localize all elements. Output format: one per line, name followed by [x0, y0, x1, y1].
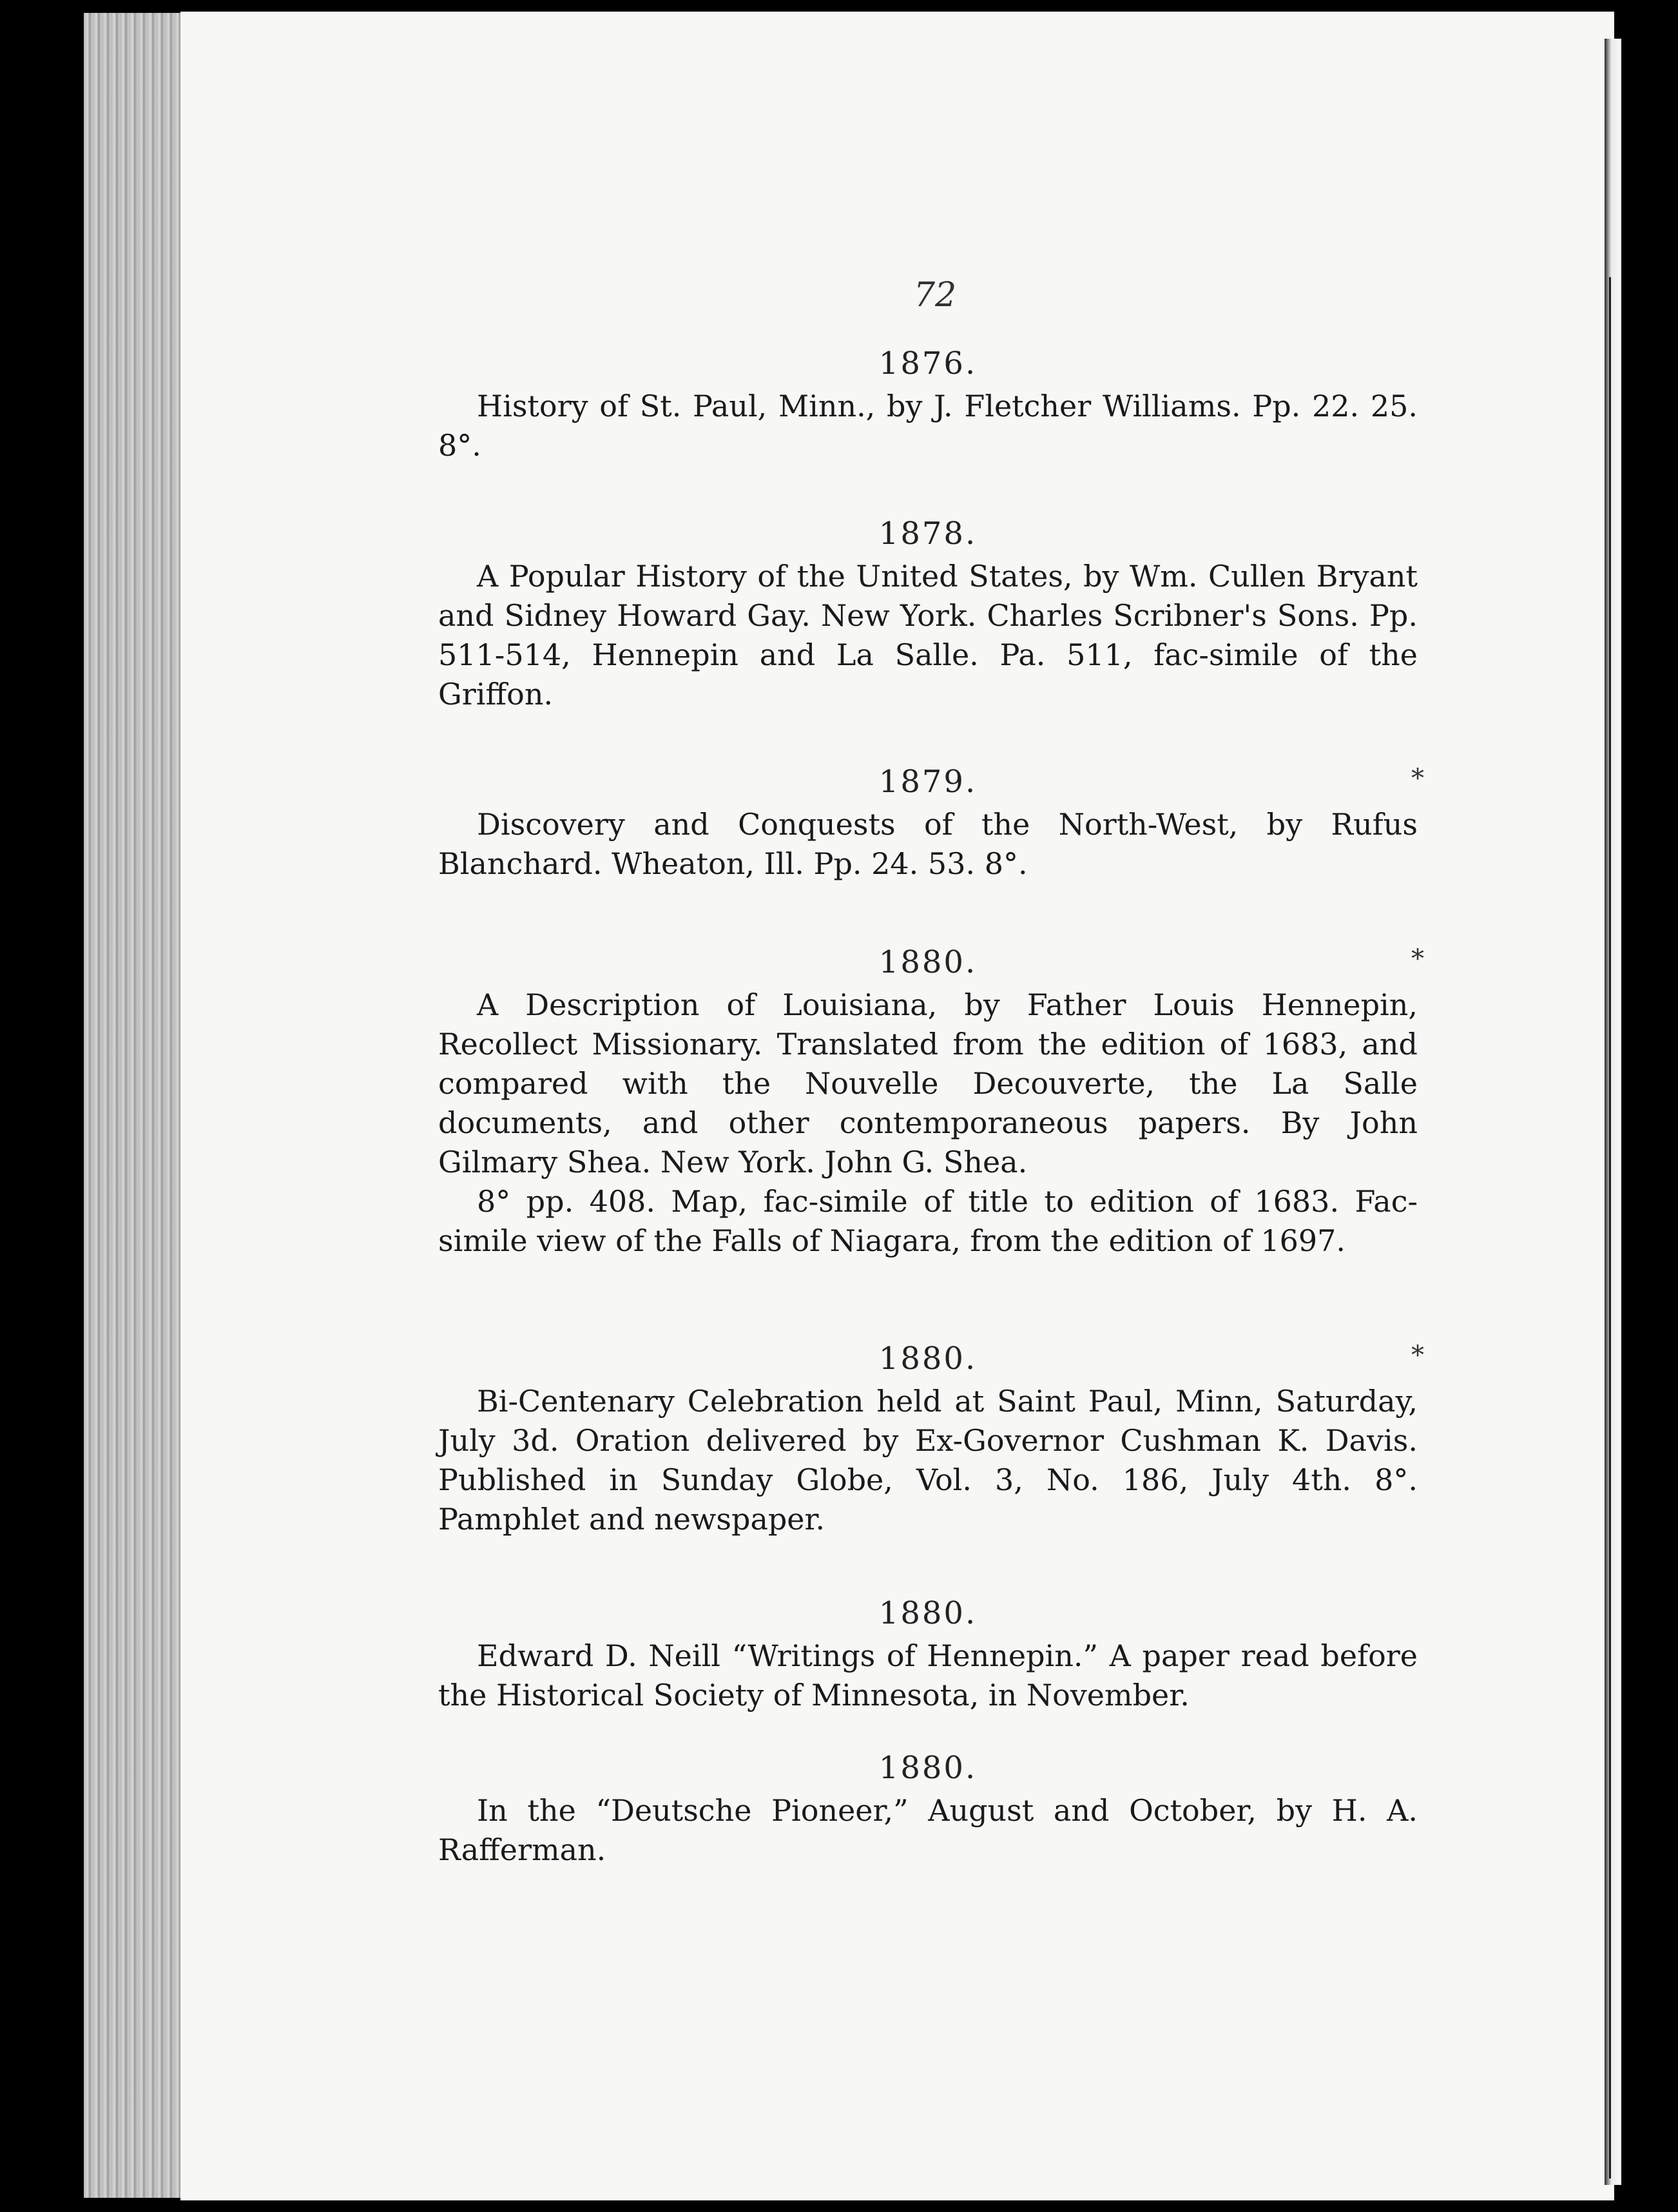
entry-text: In the “Deutsche Pioneer,” August and October, by H. A. Rafferman. [438, 1793, 1418, 1867]
entry-text: Bi-Centenary Celebration held at Saint Paul, Minn, Saturday, July 3d. Oration delivered by Ex-Governor Cushman K. Davis. Published in Sunday Globe, Vol. 3, No. 186, July 4th. 8°. Pamphlet and newspaper. [438, 1384, 1418, 1537]
entry-text: A Popular History of the United States, by Wm. Cullen Bryant and Sidney Howard Gay. New York. Charles Scribner's Sons. Pp. 511-514, Hennepin and La Salle. Pa. 511, fac-simile of the Griffon. [438, 559, 1418, 712]
entry-text: History of St. Paul, Minn., by J. Fletcher Williams. Pp. 22. 25. 8°. [438, 389, 1418, 463]
asterisk-marker: * [1411, 764, 1424, 793]
bibliography-entry [438, 944, 1424, 1261]
bibliography-entry [438, 345, 1418, 465]
book-page-edges [84, 13, 187, 2198]
entry-year: 1880. [878, 944, 978, 980]
bibliography-entry [438, 1595, 1418, 1715]
entry-text: Edward D. Neill “Writings of Hennepin.” A paper read before the Historical Society of Minnesota, in November. [438, 1638, 1418, 1712]
entry-year: 1880. [878, 1341, 978, 1377]
entry-text: 8° pp. 408. Map, fac-simile of title to edition of 1683. Fac-simile view of the Falls of Niagara, from the edition of 1697. [438, 1184, 1418, 1258]
entry-text: A Description of Louisiana, by Father Louis Hennepin, Recollect Missionary. Translated from the edition of 1683, and compared with the Nouvelle Decouverte, the La Salle documents, and other contemporaneous papers. By John Gilmary Shea. New York. John G. Shea. [438, 987, 1418, 1179]
bibliography-entry [438, 516, 1418, 714]
entry-text: Discovery and Conquests of the North-West, by Rufus Blanchard. Wheaton, Ill. Pp. 24. 53. 8°. [438, 807, 1418, 881]
bibliography-entry [438, 764, 1424, 884]
asterisk-marker: * [1411, 944, 1424, 974]
page-number: 72 [914, 276, 957, 315]
entry-year: 1880. [878, 1750, 978, 1786]
entry-year: 1880. [878, 1595, 978, 1631]
book-gutter [1605, 39, 1621, 2185]
bibliography-entry [438, 1750, 1418, 1870]
bibliography-entry [438, 1341, 1424, 1539]
gutter-shadow-line [1609, 277, 1611, 2178]
asterisk-marker: * [1411, 1341, 1424, 1370]
entry-year: 1878. [878, 516, 978, 552]
entry-year: 1879. [878, 764, 978, 800]
entry-year: 1876. [878, 345, 978, 382]
